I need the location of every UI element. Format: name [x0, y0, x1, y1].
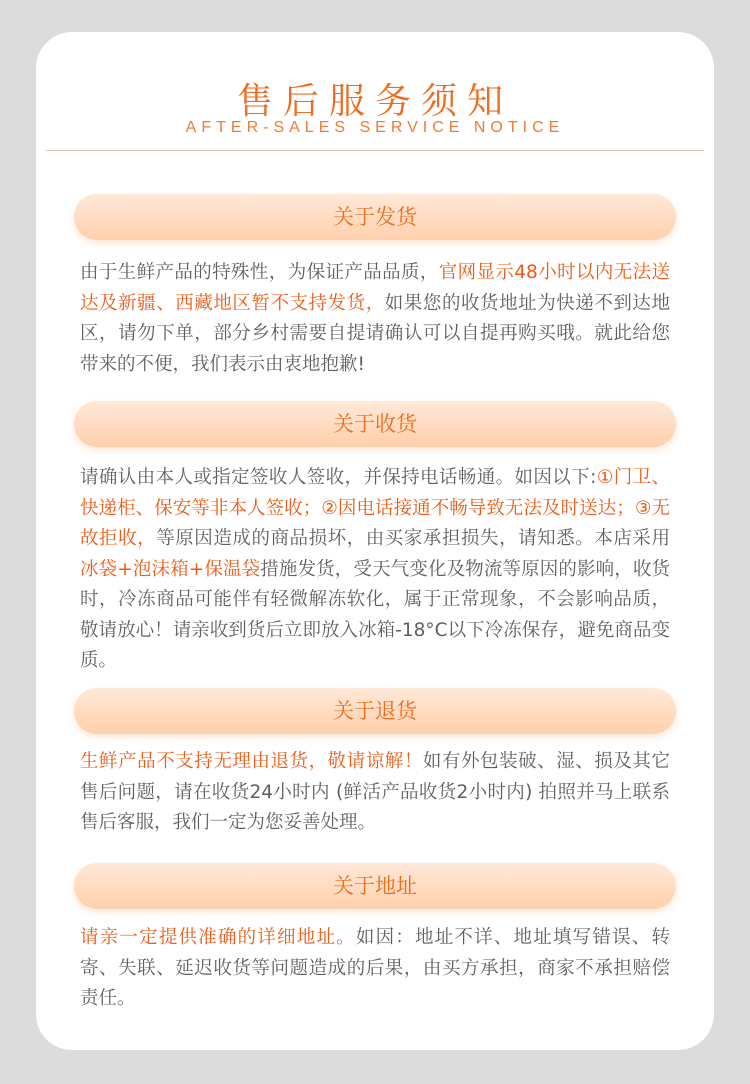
section-body-receiving — [80, 463, 670, 677]
body-text: 如因：地址不详、地址填写错误、转寄、失联、延迟收货等问题造成的后果，由买方承担，商家不承担赔偿责任。 — [80, 927, 670, 1009]
page-title: 售后服务须知 — [236, 81, 513, 122]
highlight-text: 冰袋+泡沫箱+保温袋 — [80, 558, 261, 580]
section-body-shipping — [80, 258, 670, 380]
section-body-address — [80, 923, 670, 1015]
body-text: 等原因造成的商品损坏，由买家承担损失，请知悉。本店采用 — [156, 528, 670, 549]
highlight-text: 请亲一定提供准确的详细地址。 — [80, 927, 356, 948]
body-text: 措施发货，受天气变化及物流等原因的影响，收货时，冷冻商品可能伴有轻微解冻软化，属于正常现象，不会影响品质，敬请放心！请亲收到货后立即放入冰箱-18°C以下冷冻保存，避免商品变质。 — [80, 558, 670, 671]
section-heading-address: 关于地址 — [74, 863, 676, 909]
title-divider — [46, 150, 704, 151]
body-text: 由于生鲜产品的特殊性，为保证产品品质， — [80, 262, 439, 283]
section-heading-shipping: 关于发货 — [74, 194, 676, 240]
highlight-text: 生鲜产品不支持无理由退货，敬请谅解！ — [80, 751, 423, 772]
body-text: 如有外包装破、湿、损及其它售后问题，请在收货24小时内 (鲜活产品收货2小时内) 拍照并马上联系售后客服，我们一定为您妥善处理。 — [80, 751, 670, 833]
highlight-text: 官网显示48小时以内无法送达及新疆、西藏地区暂不支持发货， — [80, 262, 670, 314]
section-body-returns — [80, 747, 670, 839]
notice-card — [36, 32, 714, 1050]
body-text: 请确认由本人或指定签收人签收，并保持电话畅通。如因以下: — [80, 467, 597, 488]
section-heading-returns: 关于退货 — [74, 688, 676, 734]
page-subtitle: AFTER-SALES SERVICE NOTICE — [185, 119, 565, 136]
section-heading-receiving: 关于收货 — [74, 401, 676, 447]
body-text: 如果您的收货地址为快递不到达地区，请勿下单，部分乡村需要自提请确认可以自提再购买哦。就此给您带来的不便，我们表示由衷地抱歉! — [80, 292, 670, 375]
highlight-text: ①门卫、快递柜、保安等非本人签收；②因电话接通不畅导致无法及时送达；③无故拒收， — [80, 467, 670, 549]
